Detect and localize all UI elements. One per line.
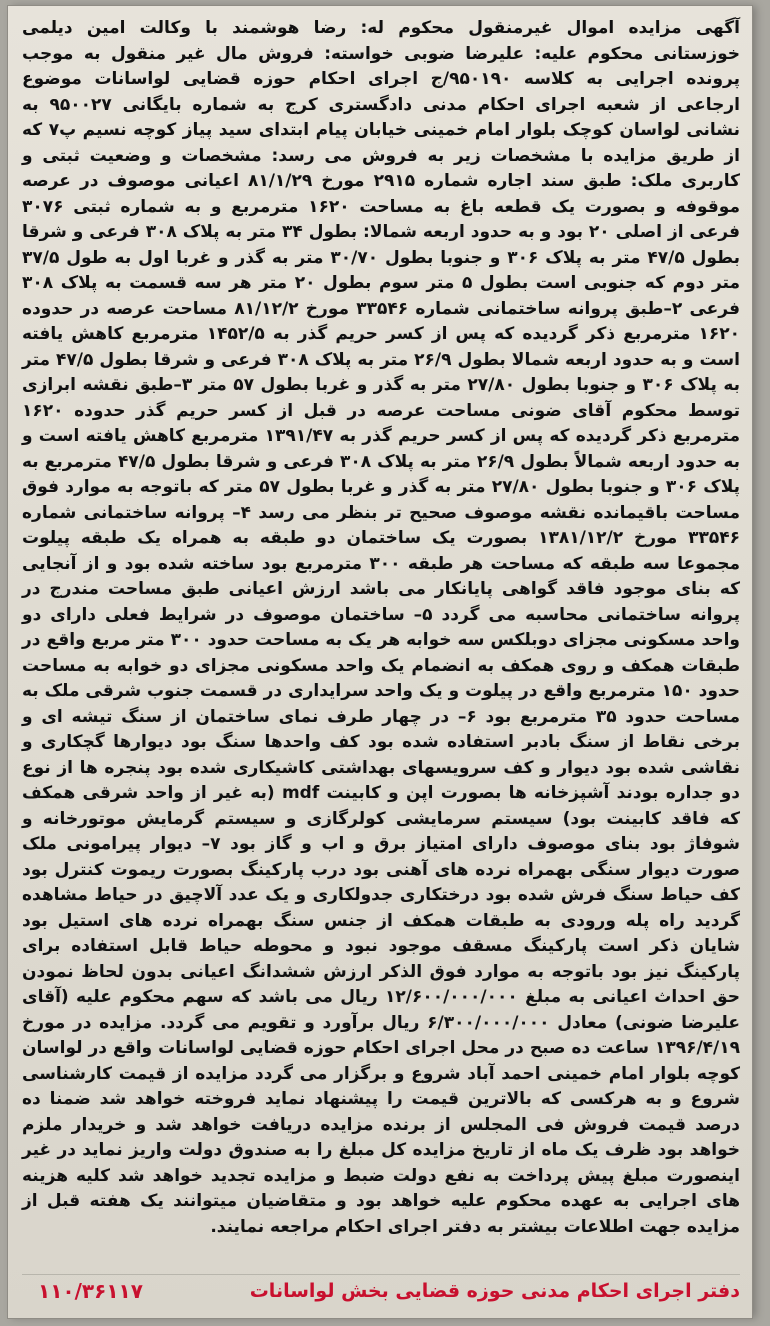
notice-number: ۱۱۰/۳۶۱۱۷ <box>38 1279 143 1303</box>
issuing-office: دفتر اجرای احکام مدنی حوزه قضایی بخش لواسانات <box>249 1280 740 1302</box>
notice-footer <box>22 1274 740 1307</box>
auction-notice-text <box>22 16 740 1240</box>
newspaper-clipping <box>8 6 752 1318</box>
notice-paragraph: آگهی مزایده اموال غیرمنقول محکوم له: رضا هوشمند با وکالت امین دیلمی خوزستانی محکوم علیه: علیرضا ضوبی خواسته: فروش مال غیر منقول به موجب پرونده اجرایی به کلاسه ۹۵۰۱۹۰/ج اجرای احکام حوزه قضایی لواسانات موضوع ارجاعی از شعبه اجرای احکام مدنی دادگستری کرج به شماره بایگانی ۹۵۰۰۲۷ به نشانی لواسان کوچک بلوار امام خمینی خیابان پیام ابتدای سید پیاز کوچه نسیم پ۷ که از طریق مزایده با مشخصات زیر به فروش می رسد: مشخصات و وضعیت ثبتی و کاربری ملک: طبق سند اجاره شماره ۲۹۱۵ مورخ ۸۱/۱/۲۹ اعیانی موصوف در عرصه موقوفه و بصورت یک قطعه باغ به مساحت ۱۶۲۰ مترمربع و به شماره ثبتی ۳۰۷۶ فرعی از اصلی ۲۰ بود و به حدود اربعه شمالا: بطول ۳۴ متر به پلاک ۳۰۸ فرعی و شرقا بطول ۴۷/۵ متر به پلاک ۳۰۶ و جنوبا بطول ۳۰/۷۰ متر به گذر و غربا اول به طول ۳۷/۵ متر دوم که جنوبی است بطول ۵ متر سوم بطول ۲۰ متر هر سه قسمت به پلاک ۳۰۸ فرعی ۲–طبق پروانه ساختمانی شماره ۳۳۵۴۶ مورخ ۸۱/۱۲/۲ مساحت عرصه در حدوده ۱۶۲۰ مترمربع ذکر گردیده که پس از کسر حریم گذر به ۱۴۵۲/۵ مترمربع کاهش یافته است و به حدود اربعه شمالا بطول ۲۶/۹ متر به پلاک ۳۰۸ فرعی و شرقا بطول ۴۷/۵ متر به پلاک ۳۰۶ و جنوبا بطول ۲۷/۸۰ متر به گذر و غربا بطول ۵۷ متر ۳–طبق نقشه ابرازی توسط محکوم آقای ضونی مساحت عرصه در قبل از کسر حریم گذر حدوده ۱۶۲۰ مترمربع ذکر گردیده که پس از کسر حریم گذر به ۱۳۹۱/۴۷ مترمربع کاهش یافته است و به حدود اربعه شمالاً بطول ۲۶/۹ متر به پلاک ۳۰۸ فرعی و شرقا بطول ۴۷/۵ مترمربع به پلاک ۳۰۶ و جنوبا بطول ۲۷/۸۰ متر به گذر و غربا بطول ۵۷ متر که باتوجه به موارد فوق مساحت باقیمانده نقشه موصوف صحیح تر بنظر می رسد ۴– پروانه ساختمانی شماره ۳۳۵۴۶ مورخ ۱۳۸۱/۱۲/۲ بصورت یک ساختمان دو طبقه به همراه یک طبقه پیلوت مجموعا سه طبقه که مساحت هر طبقه ۳۰۰ مترمربع بود ساخته شده بود و از آنجایی که بنای موجود فاقد گواهی پایانکار می باشد ارزش اعیانی طبق مساحت مندرج در پروانه ساختمانی محاسبه می گردد ۵– ساختمان موصوف در شرایط فعلی دارای دو واحد مسکونی مجزای دوبلکس سه خوابه هر یک به مساحت حدود ۳۰۰ متر مربع واقع در طبقات همکف و روی همکف به انضمام یک واحد مسکونی مجزای دو خوابه به مساحت حدود ۱۵۰ مترمربع واقع در پیلوت و یک واحد سرایداری در قسمت جنوب شرقی ملک به مساحت حدود ۳۵ مترمربع بود ۶– در چهار طرف نمای ساختمان از سنگ تیشه ای و برخی نقاط از سنگ بادبر استفاده شده بود کف واحدها سنگ بود دیوارها گچکاری و نقاشی شده بود دیوار و کف سرویسهای بهداشتی کاشیکاری شده بود پنجره ها از نوع دو جداره بودند آشپزخانه ها بصورت اپن و کابینت mdf (به غیر از واحد شرقی همکف که فاقد کابینت بود) سیستم سرمایشی کولرگازی و سیستم گرمایش موتورخانه و شوفاژ بود بنای موصوف دارای امتیاز برق و اب و گاز بود ۷– دیوار پیرامونی ملک صورت دیوار سنگی بهمراه نرده های آهنی بود درب پارکینگ بصورت ریموت کنترل بود کف حیاط سنگ فرش شده بود درختکاری جدولکاری و یک عدد آلاچیق در حیاط مشاهده گردید راه پله ورودی به طبقات همکف از جنس سنگ بهمراه نرده های استیل بود شایان ذکر است پارکینگ مسقف موجود نبود و محوطه حیاط قابل استفاده برای پارکینگ نیز بود باتوجه به موارد فوق الذکر ارزش ششدانگ اعیانی بدون لحاظ نمودن حق احداث اعیانی به مبلغ ۱۲/۶۰۰/۰۰۰/۰۰۰ ریال می باشد که سهم محکوم علیه (آقای علیرضا ضونی) معادل ۶/۳۰۰/۰۰۰/۰۰۰ ریال برآورد و تقویم می گردد. مزایده در مورخ ۱۳۹۶/۴/۱۹ ساعت ده صبح در محل اجرای احکام حوزه قضایی لواسانات واقع در لواسان کوچه بلوار امام خمینی احمد آباد شروع و برگزار می گردد مزایده از قیمت کارشناسی شروع و به هرکسی که بالاترین قیمت را پیشنهاد نماید فروخته خواهد شد ضمنا ده درصد قیمت فروش فی المجلس از برنده مزایده دریافت خواهد شد و خریدار ملزم خواهد بود ظرف یک ماه از تاریخ مزایده کل مبلغ را به صندوق دولت واریز نماید در غیر اینصورت مبلغ پیش پرداخت به نفع دولت ضبط و مزایده تجدید خواهد شد کلیه هزینه های اجرایی به عهده محکوم علیه خواهد بود و متقاضیان میتوانند یک هفته قبل از مزایده جهت اطلاعات بیشتر به دفتر اجرای احکام مراجعه نمایند. <box>22 18 741 1237</box>
